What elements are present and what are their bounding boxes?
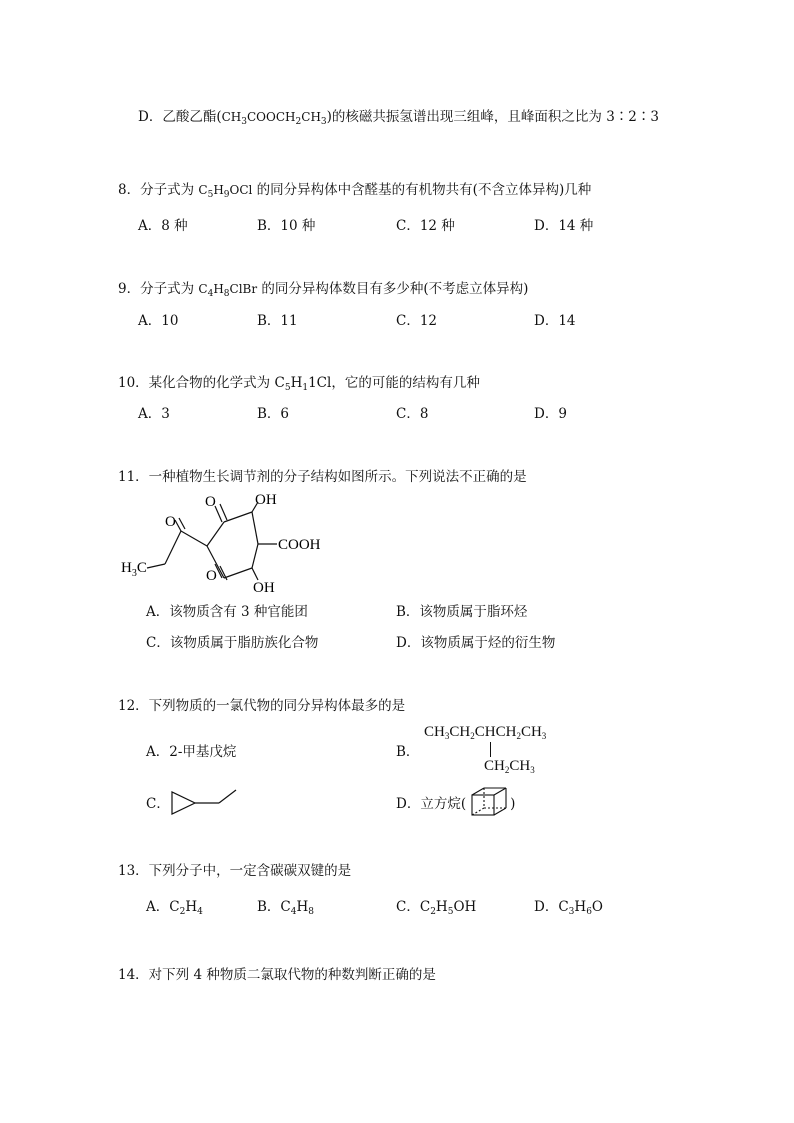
q10-option-a: A．3 xyxy=(138,406,170,422)
q13-option-d: D．$C_3H_6O$ xyxy=(534,899,603,917)
q8-formula: $C_5H_9OCl$ xyxy=(198,183,253,200)
q9-formula: $C_4H_8ClBr$ xyxy=(198,282,258,299)
q8-option-a: A．8 种 xyxy=(138,218,188,234)
q10-stem-pre: 10．某化合物的化学式为 xyxy=(118,375,275,391)
q9-stem xyxy=(118,280,528,303)
q8-stem xyxy=(118,181,591,204)
q11-option-a: A．该物质含有 3 种官能团 xyxy=(146,604,308,620)
q10-option-b: B．6 xyxy=(257,406,290,422)
q7-d-prefix: D．乙酸乙酯( xyxy=(138,109,222,125)
q11-label-o-side: O xyxy=(165,514,176,530)
q12-option-c-label: C． xyxy=(146,796,170,812)
q11-label-oh-top: OH xyxy=(255,492,277,508)
q10-stem xyxy=(118,374,480,397)
q10-option-d: D．9 xyxy=(534,406,567,422)
q9-option-b: B．11 xyxy=(257,313,298,329)
q8-stem-pre: 8．分子式为 xyxy=(118,182,199,198)
q11-option-b: B．该物质属于脂环烃 xyxy=(396,604,528,620)
q9-stem-pre: 9．分子式为 xyxy=(118,281,199,297)
q12-option-b-main: $CH_3CH_2CHCH_2CH_3$ xyxy=(424,724,547,741)
q12-option-a: A．2-甲基戊烷 xyxy=(146,744,237,760)
q11-molecule-structure xyxy=(115,488,355,596)
q14-stem: 14．对下列 4 种物质二氯取代物的种数判断正确的是 xyxy=(118,967,436,983)
q7-option-d xyxy=(138,108,659,131)
q11-option-c: C．该物质属于脂肪族化合物 xyxy=(146,635,319,651)
q8-option-d: D．14 种 xyxy=(534,218,594,234)
q10-stem-post: ，它的可能的结构有几种 xyxy=(331,375,480,391)
q13-stem: 13．下列分子中，一定含碳碳双键的是 xyxy=(118,863,352,879)
q10-formula: $C_5H_11Cl$ xyxy=(274,375,332,393)
q12-option-c-ethylcyclopropane xyxy=(168,786,240,818)
q11-label-cooh: COOH xyxy=(278,537,321,553)
q9-stem-post: 的同分异构体数目有多少种(不考虑立体异构) xyxy=(257,281,529,297)
q13-option-b: B．$C_4H_8$ xyxy=(257,899,315,917)
q12-option-d-cubane xyxy=(468,785,512,819)
q7-d-formula: $CH_3COOCH_2CH_3$ xyxy=(221,110,327,127)
q11-label-oh-bottom: OH xyxy=(253,580,275,596)
q8-option-c: C．12 种 xyxy=(396,218,455,234)
q11-label-h3c: $H_3C$ xyxy=(121,560,147,579)
q12-option-b-label: B． xyxy=(396,744,420,760)
q13-option-c: C．$C_2H_5OH$ xyxy=(396,899,477,917)
q11-stem: 11．一种植物生长调节剂的分子结构如图所示。下列说法不正确的是 xyxy=(118,469,527,485)
q12-option-b-branch: $CH_2CH_3$ xyxy=(484,758,535,775)
q9-option-c: C．12 xyxy=(396,313,438,329)
q12-option-b-bond xyxy=(490,742,491,757)
q12-stem: 12．下列物质的一氯代物的同分异构体最多的是 xyxy=(118,698,406,714)
q8-option-b: B．10 种 xyxy=(257,218,316,234)
q11-option-d: D．该物质属于烃的衍生物 xyxy=(396,635,556,651)
q12-option-d-pre: D．立方烷( xyxy=(396,796,467,812)
q7-d-suffix: )的核磁共振氢谱出现三组峰，且峰面积之比为 3∶2∶3 xyxy=(326,109,659,125)
q11-label-o-top: O xyxy=(205,494,216,510)
q9-option-d: D．14 xyxy=(534,313,576,329)
q11-label-o-bottom: O xyxy=(206,568,217,584)
q12-option-d-post: ) xyxy=(510,796,516,812)
q13-option-a: A．$C_2H_4$ xyxy=(146,899,203,917)
q10-option-c: C．8 xyxy=(396,406,429,422)
q9-option-a: A．10 xyxy=(138,313,179,329)
q8-stem-post: 的同分异构体中含醛基的有机物共有(不含立体异构)几种 xyxy=(252,182,592,198)
